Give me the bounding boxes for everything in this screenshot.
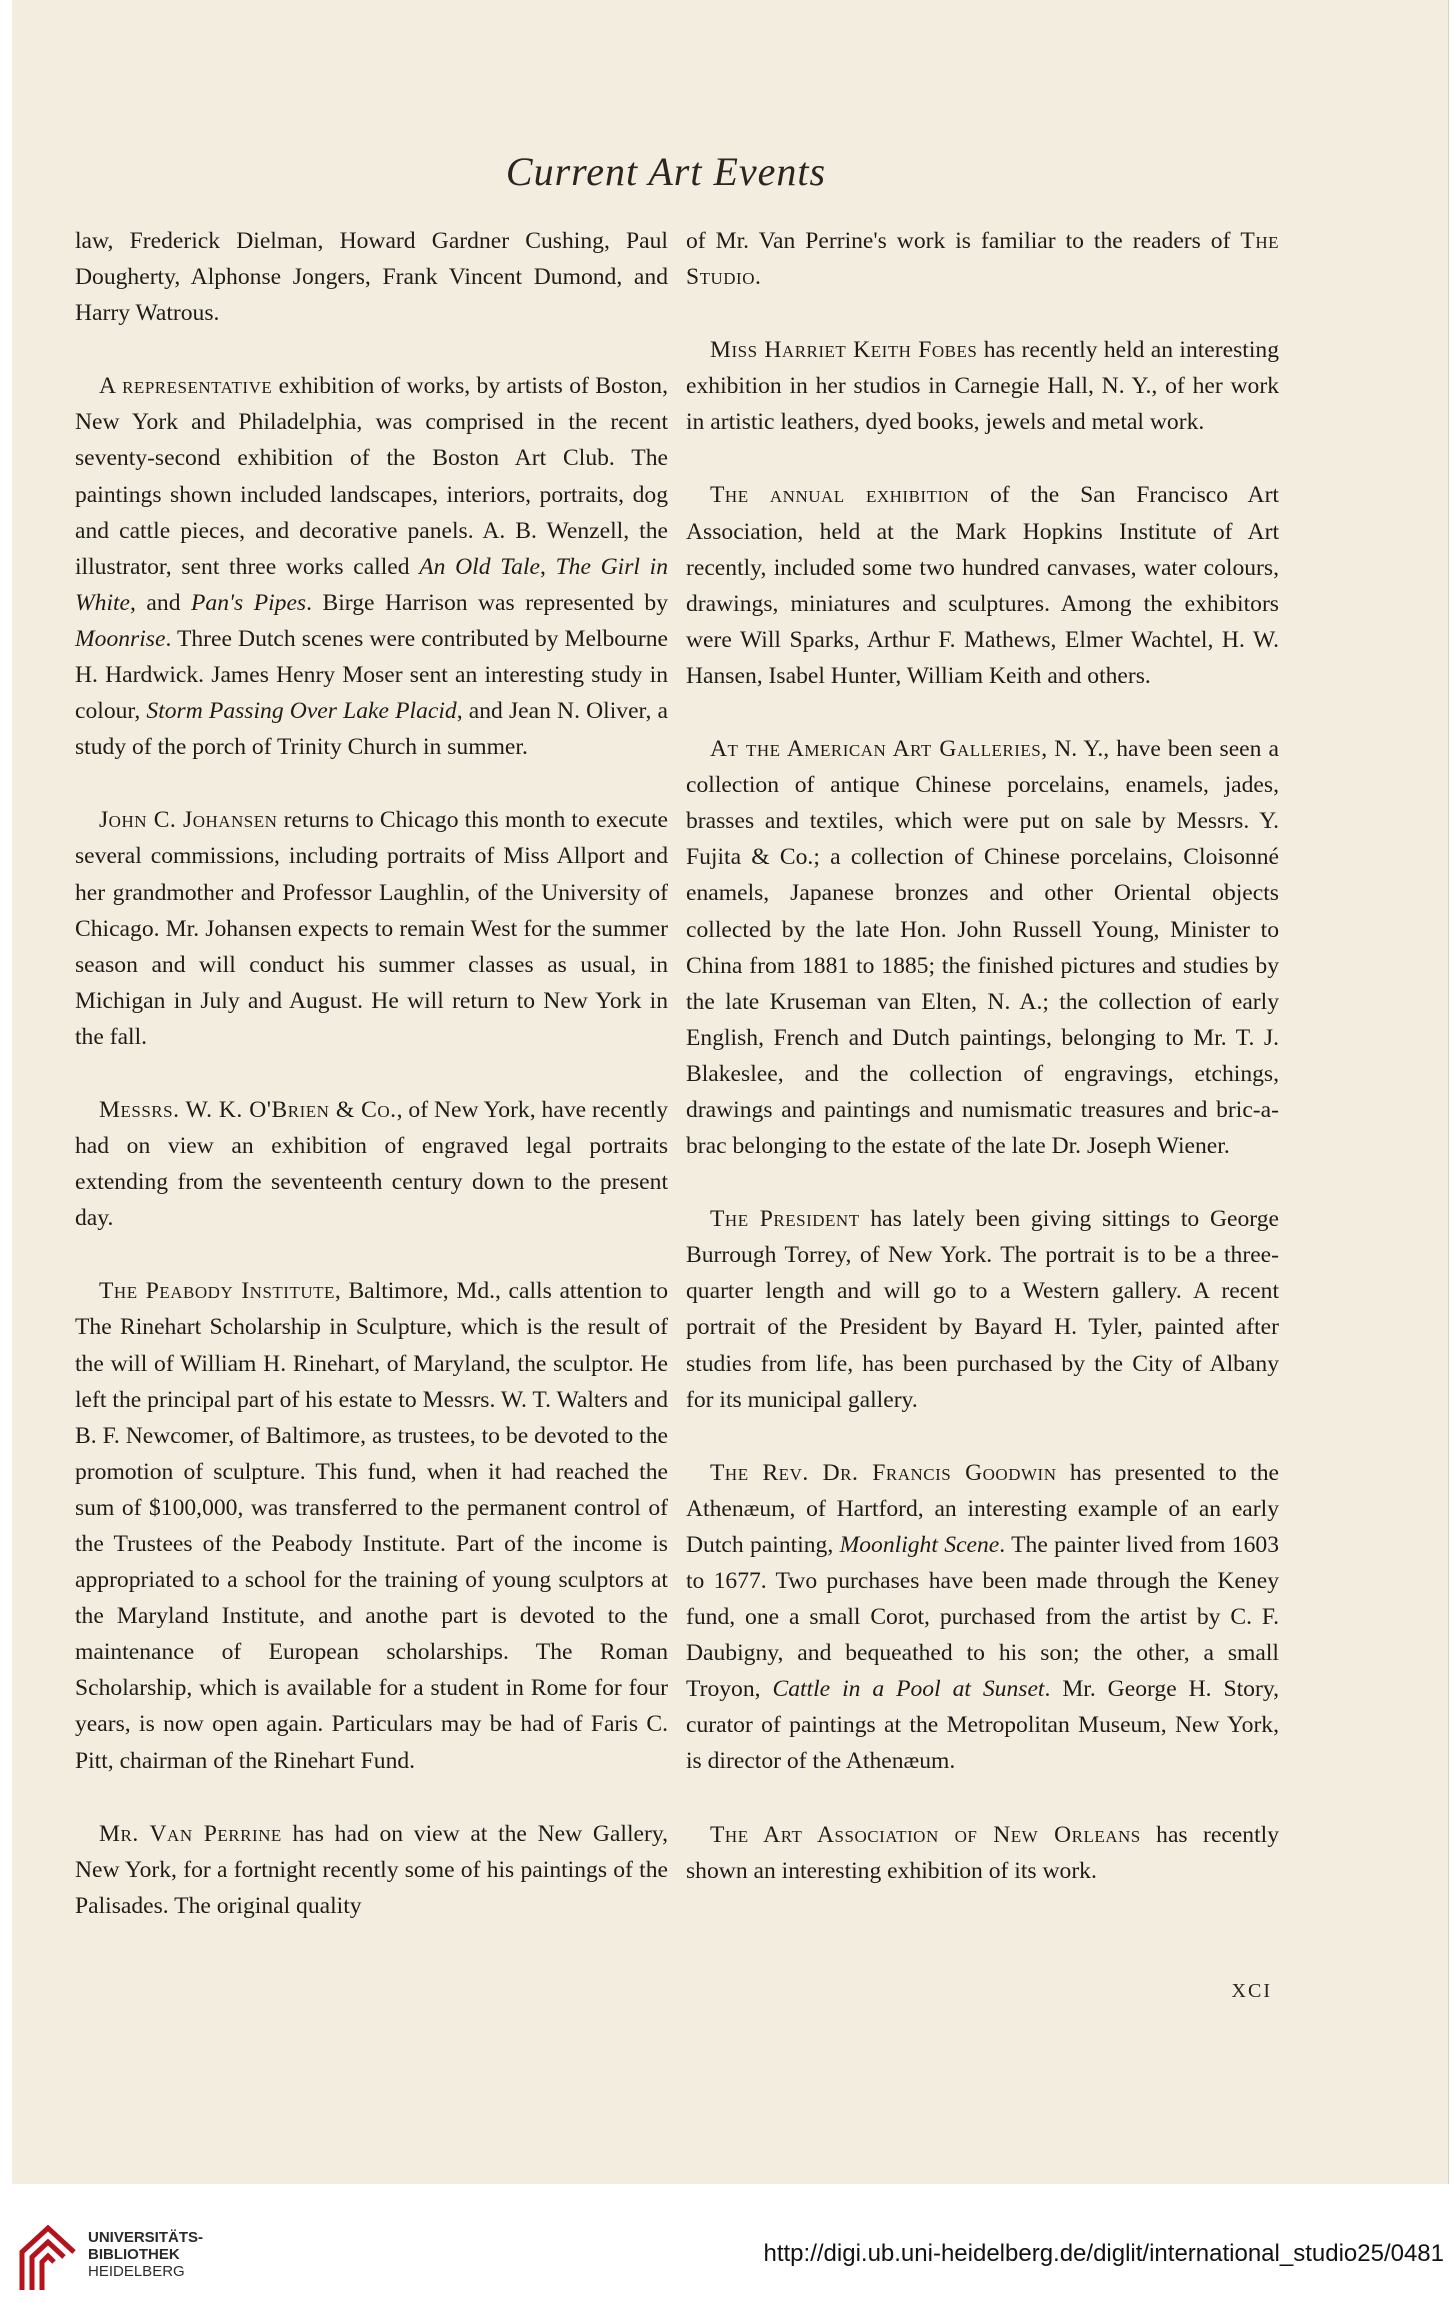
paragraph-text: . Mr. George H. Story, curator of paintings at the Metropolitan Museum, New York, is director of the Athenæum.	[686, 1676, 1279, 1775]
artwork-title: Storm Passing Over Lake Placid	[146, 698, 457, 725]
paragraph	[75, 1092, 668, 1236]
paragraph	[75, 368, 668, 765]
paragraph-lead: Messrs. W. K. O'Brien & Co.	[99, 1096, 397, 1123]
paragraph	[75, 1273, 668, 1778]
paragraph	[75, 1816, 668, 1924]
logo-line: BIBLIOTHEK	[88, 2246, 180, 2263]
footer-bar	[0, 2184, 1456, 2307]
artwork-title: Cattle in a Pool at Sunset	[772, 1676, 1045, 1703]
paragraph-lead: The Rev. Dr. Francis Goodwin	[710, 1459, 1057, 1486]
artwork-title: Moonlight Scene	[839, 1531, 1000, 1558]
paragraph-lead: The Art Association of New Orleans	[710, 1821, 1141, 1848]
paragraph-text: has had on view at the New Gallery, New York, for a fortnight recently some of his paintings of the Palisades. The original quality	[75, 1820, 668, 1919]
paragraph-lead: Mr. Van Perrine	[99, 1820, 282, 1847]
scanned-page	[12, 0, 1449, 2184]
paragraph-lead: The annual exhibition	[710, 482, 970, 509]
paragraph-text: , N. Y., have been seen a collection of antique Chinese porcelains, enamels, jades, brasses and textiles, which were put on sale by Messrs. Y. Fujita & Co.; a collection of Chinese porcelains, Cloisonné enamels, Japanese bronzes and other Oriental objects collected by the late Hon. John Russell Young, Minister to China from 1881 to 1885; the finished pictures and studies by the late Kruseman van Elten, N. A.; the collection of early English, French and Dutch paintings, belonging to Mr. T. J. Blakeslee, and the collection of engravings, etchings, drawings and paintings and numismatic treasures and bric-a-brac belonging to the estate of the late Dr. Joseph Wiener.	[686, 736, 1279, 1160]
paragraph	[75, 223, 668, 331]
paragraph-lead: A representative	[99, 373, 273, 400]
paragraph-text: exhibition of works, by artists of Boston, New York and Philadelphia, was comprised in the recent seventy-second exhibition of the Boston Art Club. The paintings shown included landscapes, interiors, portraits, dog and cattle pieces, and decorative panels. A. B. Wenzell, the illustrator, sent three works called	[75, 373, 668, 580]
paragraph-text: of Mr. Van Perrine's work is familiar to the readers of	[686, 228, 1241, 254]
library-logo-text	[88, 2229, 203, 2280]
paragraph-text: has lately been giving sittings to George Burrough Torrey, of New York. The portrait is to be a three-quarter length and will go to a Western gallery. A recent portrait of the President by Bayard H. Tyler, painted after studies from life, has been purchased by the City of Albany for its municipal gallery.	[686, 1206, 1279, 1413]
paragraph	[686, 332, 1279, 440]
paragraph-text: , and Jean N. Oliver, a study of the porch of Trinity Church in summer.	[75, 698, 668, 761]
paragraph-text: . The painter lived from 1603 to 1677. Two purchases have been made through the Keney fund, one a small Corot, purchased from the artist by C. F. Daubigny, and bequeathed to his son; the other, a small Troyon,	[686, 1531, 1279, 1703]
paragraph-text: law, Frederick Dielman, Howard Gardner Cushing, Paul Dougherty, Alphonse Jongers, Frank Vincent Dumond, and Harry Watrous.	[75, 228, 668, 327]
paragraph-text: returns to Chicago this month to execute several commissions, including portraits of Miss Allport and her grandmother and Professor Laughlin, of the University of Chicago. Mr. Johansen expects to remain West for the summer season and will conduct his summer classes as usual, in Michigan in July and August. He will return to New York in the fall.	[75, 807, 669, 1050]
left-column	[75, 223, 668, 1961]
paragraph	[686, 731, 1279, 1164]
running-head: Current Art Events	[505, 149, 827, 194]
paragraph	[75, 802, 668, 1055]
paragraph	[686, 1455, 1279, 1780]
paragraph-text: , Baltimore, Md., calls attention to The Rinehart Scholarship in Sculpture, which is the result of the will of William H. Rinehart, of Maryland, the sculptor. He left the principal part of his estate to Messrs. W. T. Walters and B. F. Newcomer, of Baltimore, as trustees, to be devoted to the promotion of sculpture. This fund, when it had reached the sum of $100,000, was transferred to the permanent control of the Trustees of the Peabody Institute. Part of the income is appropriated to a school for the training of young sculptors at the Maryland Institute, and anothe part is devoted to the maintenance of European scholarships. The Roman Scholarship, which is available for a student in Rome for four years, is now open again. Particulars may be had of Faris C. Pitt, chairman of the Rinehart Fund.	[75, 1278, 668, 1774]
paragraph-text: . Three Dutch scenes were contributed by Melbourne H. Hardwick. James Henry Moser sent an interesting study in colour,	[75, 625, 668, 725]
logo-line: UNIVERSITÄTS-	[88, 2229, 204, 2246]
paragraph-text: ,	[539, 553, 556, 580]
paragraph-lead: The President	[710, 1206, 860, 1233]
artwork-title: An Old Tale	[419, 553, 540, 580]
paragraph-text: .	[755, 264, 761, 291]
paragraph	[686, 477, 1279, 694]
page-number: XCI	[1231, 1980, 1272, 2002]
logo-line: HEIDELBERG	[88, 2263, 185, 2280]
paragraph	[686, 1201, 1279, 1418]
right-column	[686, 223, 1279, 1926]
artwork-title: Pan's Pipes	[190, 589, 307, 616]
source-url-link[interactable]: http://digi.ub.uni-heidelberg.de/diglit/international_studio25/0481	[763, 2240, 1444, 2267]
paragraph	[686, 1817, 1279, 1889]
paragraph-text: , of New York, have recently had on view an exhibition of engraved legal portraits extending from the seventeenth century down to the present day.	[75, 1096, 668, 1232]
magazine-name: The Studio	[686, 228, 1279, 291]
artwork-title: The Girl in White	[75, 553, 668, 616]
library-logo-icon	[18, 2224, 78, 2294]
paragraph-text: has recently shown an interesting exhibition of its work.	[686, 1821, 1279, 1884]
paragraph-text: , and	[130, 589, 191, 616]
paragraph-text: . Birge Harrison was represented by	[306, 589, 668, 616]
artwork-title: Moonrise	[75, 625, 166, 652]
paragraph-text: has recently held an interesting exhibition in her studios in Carnegie Hall, N. Y., of her work in artistic leathers, dyed books, jewels and metal work.	[686, 337, 1279, 436]
paragraph-lead: The Peabody Institute	[99, 1278, 335, 1305]
paragraph-lead: John C. Johansen	[99, 807, 278, 834]
paragraph	[686, 223, 1279, 295]
paragraph-text: of the San Francisco Art Association, held at the Mark Hopkins Institute of Art recently, included some two hundred canvases, water colours, drawings, miniatures and sculptures. Among the exhibitors were Will Sparks, Arthur F. Mathews, Elmer Wachtel, H. W. Hansen, Isabel Hunter, William Keith and others.	[686, 482, 1279, 689]
paragraph-lead: Miss Harriet Keith Fobes	[710, 337, 978, 364]
paragraph-lead: At the American Art Galleries	[710, 736, 1042, 763]
paragraph-text: has presented to the Athenæum, of Hartford, an interesting example of an early Dutch painting,	[686, 1459, 1279, 1558]
